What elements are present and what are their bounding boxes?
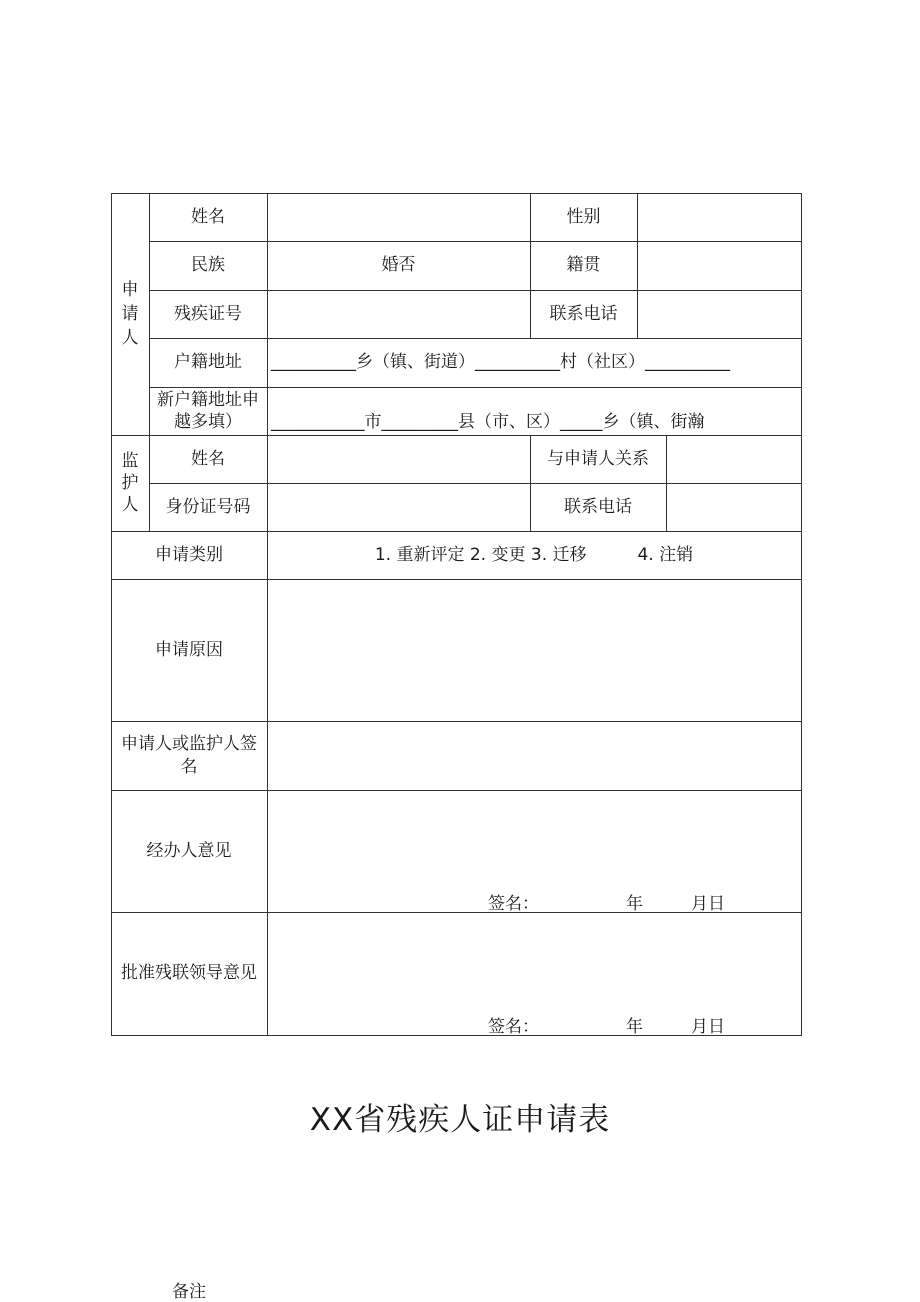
applicant-gender-field[interactable] xyxy=(637,193,801,241)
applicant-name-field[interactable] xyxy=(267,193,530,241)
household-address-label: 户籍地址 xyxy=(174,352,242,372)
guardian-section-label: 监 护 人 xyxy=(121,451,139,515)
applicant-ethnicity-label: 民族 xyxy=(191,255,225,275)
handler-opinion-label: 经办人意见 xyxy=(146,840,232,861)
guardian-phone-field[interactable] xyxy=(666,483,801,531)
applicant-disability-id-label: 残疾证号 xyxy=(174,303,242,324)
handler-year-label: 年 xyxy=(626,894,643,914)
leader-sign-label: 签名： xyxy=(488,1017,539,1037)
household-address-field[interactable]: __________乡（镇、街道）__________村（社区）__________ xyxy=(271,352,730,372)
leader-monthday-label: 月日 xyxy=(691,1017,725,1037)
applicant-phone-field[interactable] xyxy=(637,290,801,338)
applicant-gender-label: 性别 xyxy=(566,206,601,227)
handler-sign-label: 签名： xyxy=(488,894,539,914)
form-title: XX省残疾人证申请表 xyxy=(309,1102,611,1138)
guardian-name-field[interactable] xyxy=(267,435,530,483)
application-reason-field[interactable] xyxy=(267,579,801,721)
signature-label: 申请人或监护人签名 xyxy=(121,733,257,777)
application-form-table xyxy=(111,193,802,1036)
guardian-relation-label: 与申请人关系 xyxy=(547,448,649,469)
remarks-label: 备注 xyxy=(172,1282,206,1302)
new-household-address-field[interactable]: ___________市_________县（市、区）_____乡（镇、街瀚 xyxy=(271,411,705,432)
application-category-label: 申请类别 xyxy=(155,544,223,565)
applicant-section-label: 申 请 人 xyxy=(121,280,139,348)
guardian-id-label: 身份证号码 xyxy=(165,496,251,517)
guardian-relation-field[interactable] xyxy=(666,435,801,483)
handler-monthday-label: 月日 xyxy=(691,894,725,914)
application-category-options[interactable]: 1. 重新评定 2. 变更 3. 迁移 4. 注销 xyxy=(374,544,694,565)
new-household-address-label: 新户籍地址申越多填） xyxy=(157,390,259,432)
signature-field[interactable] xyxy=(267,721,801,790)
applicant-marital-label: 婚否 xyxy=(381,255,416,275)
guardian-id-field[interactable] xyxy=(267,483,530,531)
application-reason-label: 申请原因 xyxy=(155,639,223,660)
applicant-name-label: 姓名 xyxy=(191,206,225,227)
guardian-phone-label: 联系电话 xyxy=(564,496,632,517)
applicant-disability-id-field[interactable] xyxy=(267,290,530,338)
applicant-native-place-field[interactable] xyxy=(637,241,801,290)
guardian-name-label: 姓名 xyxy=(191,448,225,469)
applicant-native-place-label: 籍贯 xyxy=(566,255,601,275)
leader-opinion-label: 批准残联领导意见 xyxy=(121,963,257,983)
leader-year-label: 年 xyxy=(626,1017,643,1037)
applicant-phone-label: 联系电话 xyxy=(549,303,618,324)
